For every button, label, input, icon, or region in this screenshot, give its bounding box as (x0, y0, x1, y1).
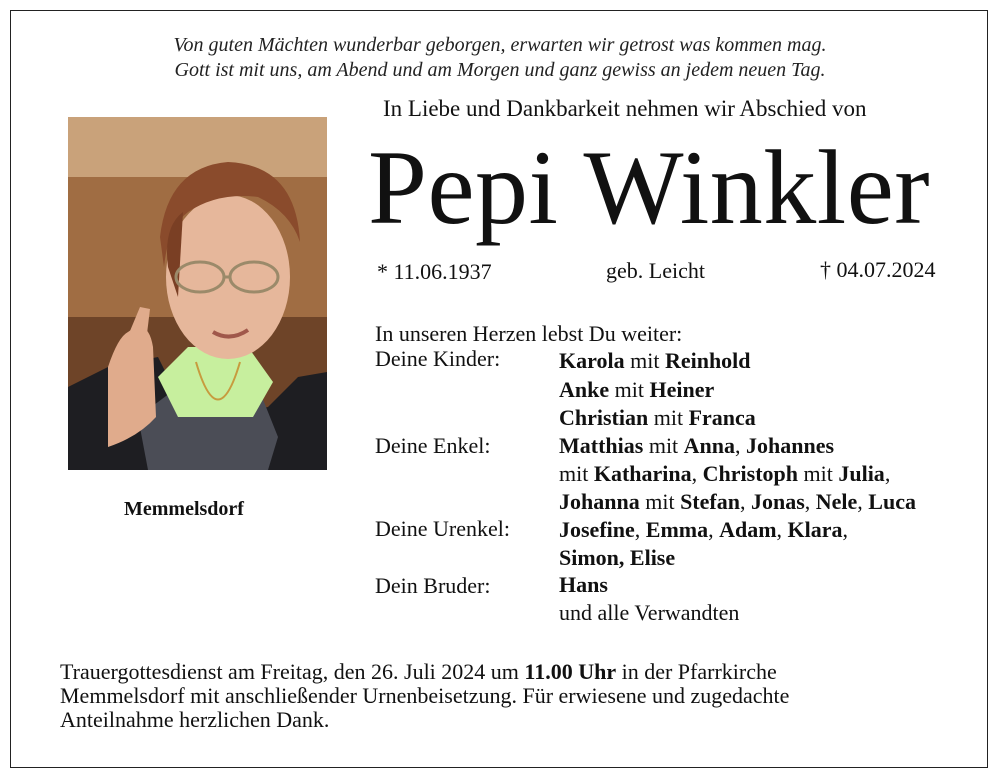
service-line-3: Anteilnahme herzlichen Dank. (60, 707, 330, 732)
motto-line-1: Von guten Mächten wunderbar geborgen, erwarten wir getrost was kommen mag. (173, 34, 827, 56)
great-grandchildren-line-2: Simon, Elise (559, 545, 676, 570)
birth-date: * 11.06.1937 (377, 259, 492, 284)
intro-text: In Liebe und Dankbarkeit nehmen wir Abschied von (383, 96, 867, 121)
children-line-3: Christian mit Franca (559, 405, 756, 430)
brother-name: Hans (559, 572, 608, 597)
heart-line: In unseren Herzen lebst Du weiter: (375, 321, 683, 346)
great-grandchildren-line-1: Josefine, Emma, Adam, Klara, (559, 517, 849, 542)
label-brother: Dein Bruder: (375, 573, 491, 598)
service-info (60, 660, 960, 732)
relatives-line: und alle Verwandten (559, 600, 740, 625)
death-date: † 04.07.2024 (820, 257, 936, 282)
grandchildren-line-3: Johanna mit Stefan, Jonas, Nele, Luca (559, 489, 916, 514)
portrait-photo (68, 117, 327, 470)
children-line-2: Anke mit Heiner (559, 377, 715, 402)
service-line-2: Memmelsdorf mit anschließender Urnenbeisetzung. Für erwiesene und zugedachte (60, 683, 790, 708)
label-children: Deine Kinder: (375, 346, 501, 371)
deceased-name: Pepi Winkler (368, 129, 931, 246)
children-line-1: Karola mit Reinhold (559, 348, 751, 373)
label-grandchildren: Deine Enkel: (375, 433, 491, 458)
place-name: Memmelsdorf (124, 498, 244, 520)
grandchildren-line-1: Matthias mit Anna, Johannes (559, 433, 835, 458)
label-great-grandchildren: Deine Urenkel: (375, 516, 510, 541)
service-line-1: Trauergottesdienst am Freitag, den 26. Juli 2024 um 11.00 Uhr in der Pfarrkirche (60, 659, 777, 684)
motto-line-2: Gott ist mit uns, am Abend und am Morgen und ganz gewiss an jedem neuen Tag. (174, 59, 826, 81)
maiden-name: geb. Leicht (606, 258, 705, 283)
grandchildren-line-2: mit Katharina, Christoph mit Julia, (559, 461, 891, 486)
